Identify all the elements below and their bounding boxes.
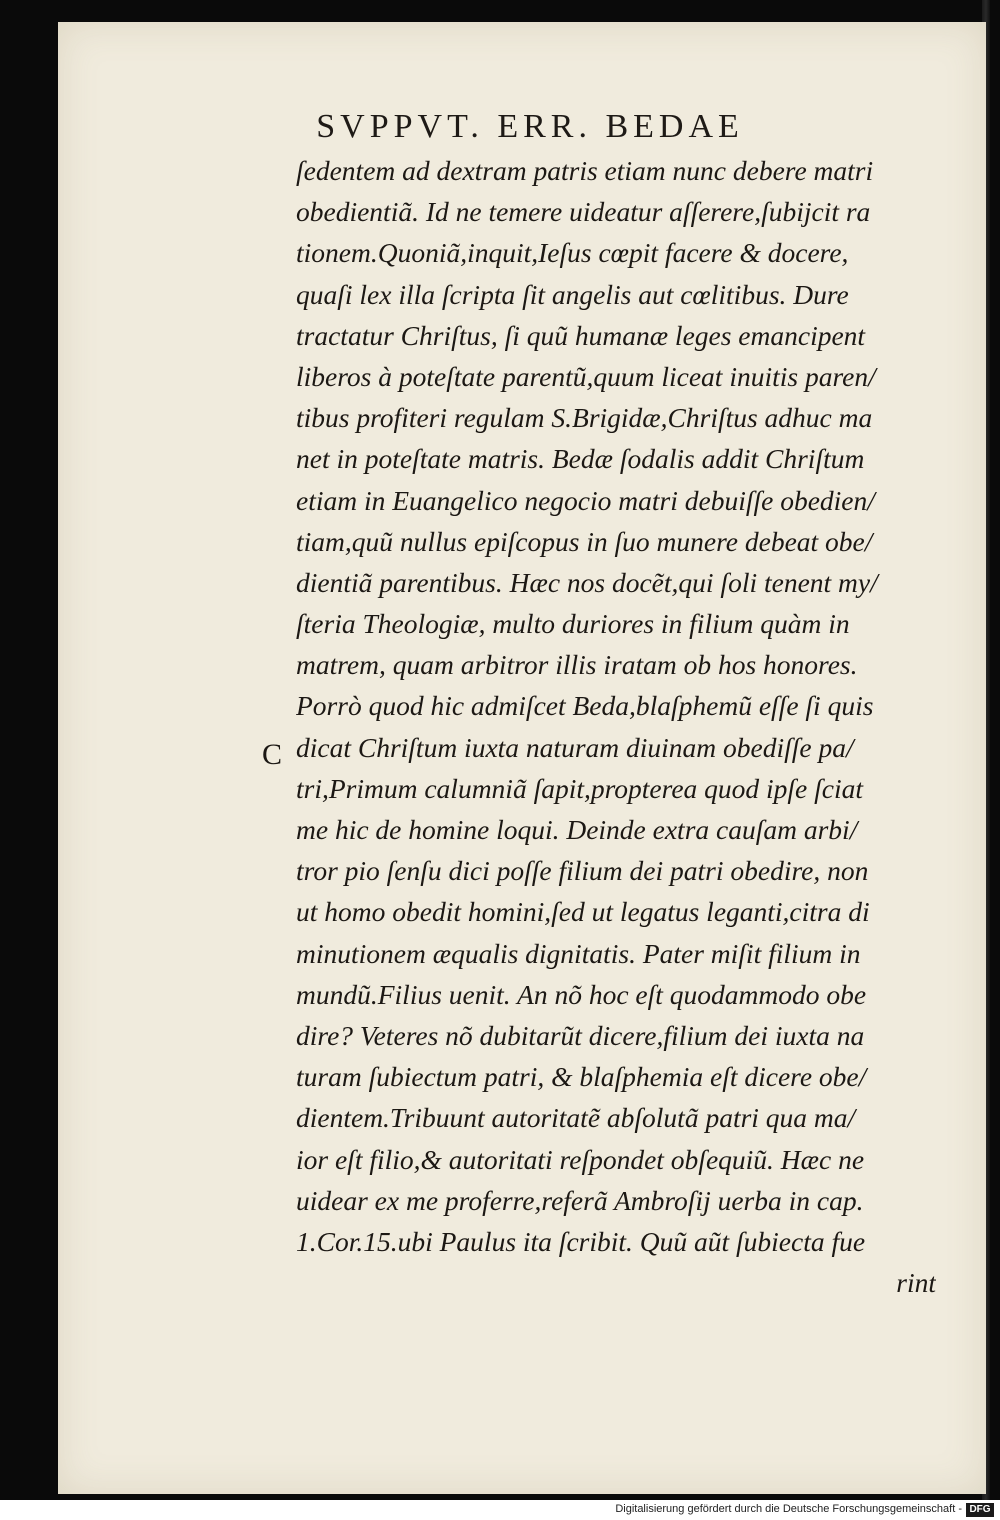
text-line: ut homo obedit homini,ſed ut legatus leganti,citra di [296, 896, 870, 928]
text-line: quaſi lex illa ſcripta ſit angelis aut cœlitibus. Dure [296, 278, 849, 310]
text-block [296, 150, 936, 1303]
text-line: ſedentem ad dextram patris etiam nunc debere matri [296, 155, 874, 186]
text-line: tibus profiteri regulam S.Brigidæ,Chriſtus adhuc ma [296, 402, 873, 434]
text-line: dientiã parentibus. Hæc nos docẽt,qui ſoli tenent my/ [296, 566, 878, 598]
text-line: turam ſubiectum patri, & blaſphemia eſt dicere obe/ [296, 1061, 867, 1093]
text-line: me hic de homine loqui. Deinde extra cauſam arbi/ [296, 814, 858, 845]
text-line: tionem.Quoniã,inquit,Ieſus cœpit facere & docere, [296, 237, 849, 269]
text-line: tiam,quũ nullus epiſcopus in ſuo munere debeat obe/ [296, 525, 873, 557]
text-line: ior eſt filio,& autoritati reſpondet obſequiũ. Hæc ne [296, 1143, 865, 1175]
text-line: dire? Veteres nõ dubitarũt dicere,filium dei iuxta na [296, 1019, 865, 1051]
text-line: ſteria Theologiæ, multo duriores in filium quàm in [296, 608, 850, 640]
text-line: etiam in Euangelico negocio matri debuiſſe obedien/ [296, 484, 875, 516]
text-line: minutionem æqualis dignitatis. Pater miſit filium in [296, 937, 861, 969]
text-line: liberos à poteſtate parentũ,quum liceat inuitis paren/ [296, 360, 876, 392]
text-line: tri,Primum calumniã ſapit,propterea quod ipſe ſciat [296, 772, 864, 804]
margin-letter: C [262, 738, 283, 771]
dfg-logo: DFG [966, 1503, 994, 1517]
funding-note: Digitalisierung gefördert durch die Deutsche Forschungsgemeinschaft - [615, 1503, 962, 1515]
text-line: Porrò quod hic admiſcet Beda,blaſphemũ eſſe ſi quis [296, 690, 874, 722]
text-line: net in poteſtate matris. Bedæ ſodalis addit Chriſtum [296, 443, 865, 475]
running-head: SVPPVT. ERR. BEDAE [316, 108, 744, 145]
text-line: mundũ.Filius uenit. An nõ hoc eſt quodammodo obe [296, 978, 867, 1010]
text-line: uidear ex me proferre,referã Ambroſij uerba in cap. [296, 1184, 864, 1216]
text-line: tror pio ſenſu dici poſſe filium dei patri obedire, non [296, 855, 869, 887]
catchword: rint [896, 1267, 936, 1299]
text-line: tractatur Chriſtus, ſi quũ humanæ leges emancipent [296, 319, 866, 351]
text-line: obedientiã. Id ne temere uideatur aſſerere,ſubijcit ra [296, 196, 871, 228]
text-line: matrem, quam arbitror illis iratam ob hos honores. [296, 649, 858, 681]
text-line: 1.Cor.15.ubi Paulus ita ſcribit. Quũ aũt ſubiecta fue [296, 1225, 866, 1257]
text-line: dientem.Tribuunt autoritatẽ abſolutã patri qua ma/ [296, 1102, 856, 1134]
text-line: dicat Chriſtum iuxta naturam diuinam obediſſe pa/ [296, 731, 854, 763]
digitization-footer [0, 1500, 1000, 1520]
